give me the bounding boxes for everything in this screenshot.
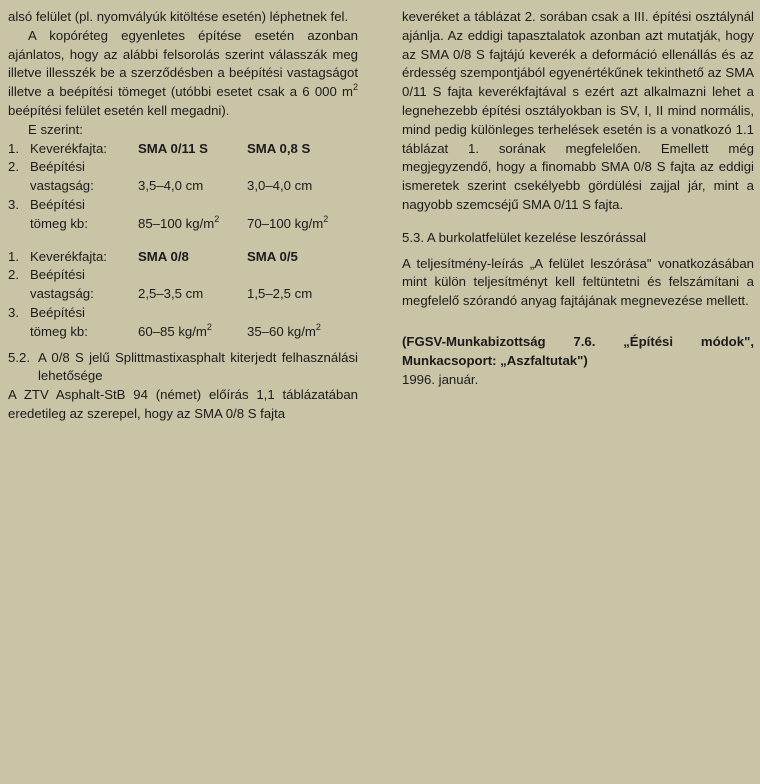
spec-row xyxy=(8,285,358,304)
section-5-2-heading xyxy=(8,349,358,387)
section-title: A 0/8 S jelű Splittmastixasphalt kiterjedt felhasználási lehetősége xyxy=(38,349,358,384)
value-a-text: 85–100 kg/m xyxy=(138,215,215,231)
row-label: tömeg kb: xyxy=(30,215,88,231)
row-label: tömeg kb: xyxy=(30,323,88,339)
value-b: SMA 0/5 xyxy=(247,248,298,264)
row-number: 3. xyxy=(8,304,19,320)
right-paragraph-1: keveréket a táblázat 2. sorában csak a III. építési osztálynál ajánlja. Az eddigi tapasztalatok azonban azt mutatják, hogy az SMA 0/8 S fajtájú keverék a deformáció ellenállás és az érdesség szempontjából egyenértékűnek tekinthető az SMA 0/11 S fajta keverékfajtával s ezért azt alkalmazni lehet a legnehezebb építési osztályokban is SV, I, II mind normális, mind pedig különleges terhelések esetén is a vonatkozó 1.1 táblázat 1. sorának megfelelően. Emellett még megjegyzendő, hogy a finomabb SMA 0/8 S fajta az eddigi ismeretek szerint csekélyebb gördülési zajjal jár, mint a nagyobb szemcséjű SMA 0/11 S fajta. xyxy=(402,9,754,212)
value-b: 1,5–2,5 cm xyxy=(247,286,313,302)
row-label: Beépítési xyxy=(30,159,85,175)
value-a: SMA 0/8 xyxy=(138,248,189,264)
right-paragraph-2: A teljesítmény-leírás „A felület leszórása" vonatkozásában mint külön teljesítményt kell feltüntetni és felszámítani a megfelelő szórandó anyag fajtájának megnevezése mellett. xyxy=(402,255,754,309)
value-b: 3,0–4,0 cm xyxy=(247,178,313,194)
superscript: 2 xyxy=(206,321,212,332)
row-label: Keverékfajta: xyxy=(30,248,107,264)
value-b: SMA 0,8 S xyxy=(247,140,311,156)
spec-table-1 xyxy=(8,140,358,234)
value-b xyxy=(247,215,358,234)
spec-table-2 xyxy=(8,248,358,342)
row-label: Beépítési xyxy=(30,196,85,212)
row-label: Beépítési xyxy=(30,304,85,320)
left-paragraph-2-text-b: beépítési felület esetén kell megadni). xyxy=(8,102,230,118)
value-a xyxy=(138,215,247,234)
spec-row xyxy=(8,304,358,323)
value-b-text: 70–100 kg/m xyxy=(247,215,324,231)
spec-row xyxy=(8,177,358,196)
row-number: 2. xyxy=(8,267,19,283)
spec-row xyxy=(8,196,358,215)
row-number: 1. xyxy=(8,248,19,264)
left-paragraph-2 xyxy=(8,27,358,121)
value-a-text: 60–85 kg/m xyxy=(138,323,207,339)
left-paragraph-2-text-a: A kopóréteg egyenletes építése esetén azonban ajánlatos, hogy az alábbi felsorolás szerint válasszák meg illetve illesszék be a szerződésben a beépítési vastagságot illetve a beépítési tömeget (utóbbi esetet csak a 6 000 m xyxy=(8,27,358,100)
superscript: 2 xyxy=(352,82,358,93)
e-szerint-label: E szerint: xyxy=(28,121,83,137)
value-a: 2,5–3,5 cm xyxy=(138,286,204,302)
right-column xyxy=(402,8,754,389)
value-a: SMA 0/11 S xyxy=(138,140,208,156)
superscript: 2 xyxy=(323,213,329,224)
spec-row xyxy=(8,248,358,267)
left-paragraph-3: A ZTV Asphalt-StB 94 (német) előírás 1,1 táblázatában eredetileg az szerepel, hogy az SMA 0/8 S fajta xyxy=(8,387,358,421)
spec-row xyxy=(8,323,358,342)
spec-row xyxy=(8,158,358,177)
section-5-3-heading: 5.3. A burkolatfelület kezelése leszórással xyxy=(402,229,647,245)
spec-row xyxy=(8,215,358,234)
value-a xyxy=(138,323,247,342)
row-label: Keverékfajta: xyxy=(30,140,107,156)
value-a: 3,5–4,0 cm xyxy=(138,178,204,194)
row-label: Beépítési xyxy=(30,267,85,283)
row-number: 1. xyxy=(8,140,19,156)
spec-row xyxy=(8,266,358,285)
value-b-text: 35–60 kg/m xyxy=(247,323,316,339)
row-number: 2. xyxy=(8,159,19,175)
row-number: 3. xyxy=(8,196,19,212)
source-citation: (FGSV-Munkabizottság 7.6. „Építési módok", Munkacsoport: „Aszfaltutak") xyxy=(402,333,754,368)
value-b xyxy=(247,323,358,342)
publication-date: 1996. január. xyxy=(402,371,479,387)
superscript: 2 xyxy=(214,213,220,224)
section-number: 5.2. xyxy=(8,349,30,365)
spec-row xyxy=(8,140,358,159)
left-paragraph-1: alsó felület (pl. nyomvályúk kitöltése esetén) léphetnek fel. xyxy=(8,9,349,24)
left-column xyxy=(8,8,358,424)
row-label: vastagság: xyxy=(30,286,94,302)
row-label: vastagság: xyxy=(30,178,94,194)
superscript: 2 xyxy=(315,321,321,332)
